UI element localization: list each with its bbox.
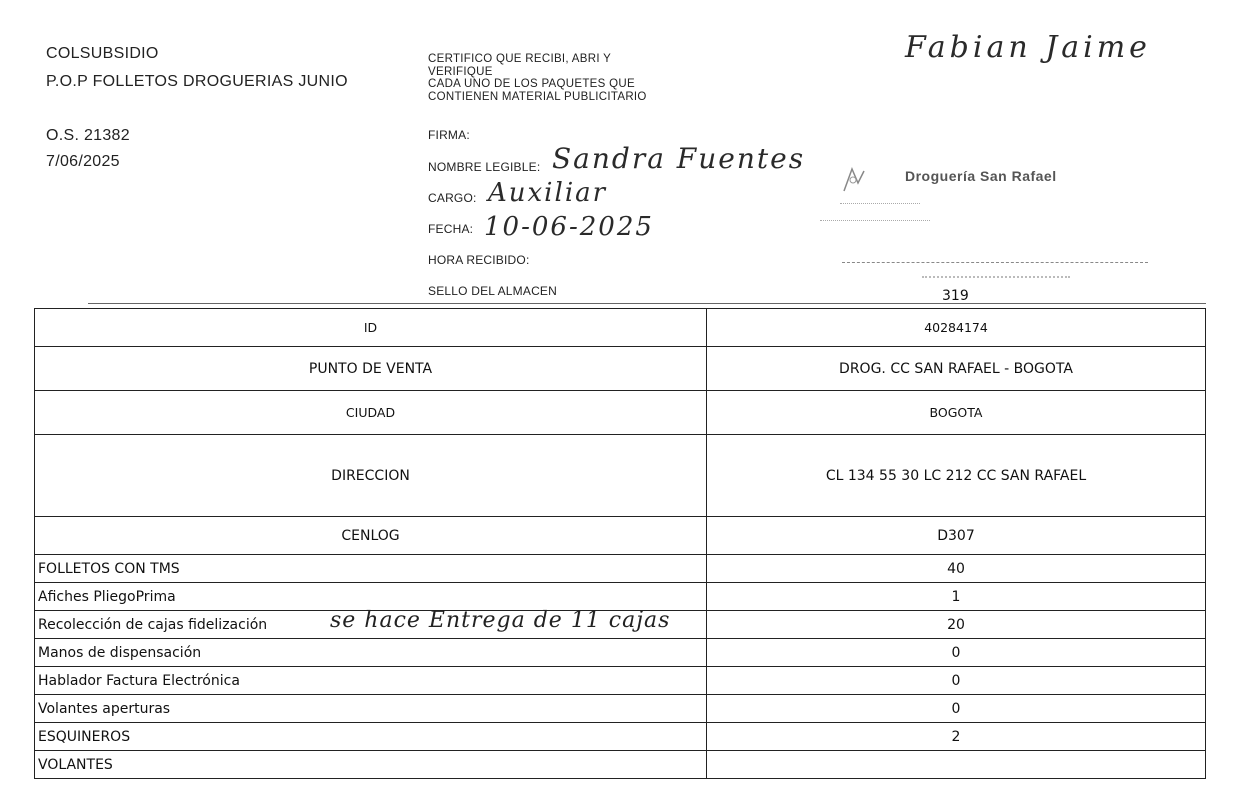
table-row — [35, 309, 1206, 347]
certificate-line: CERTIFICO QUE RECIBI, ABRI Y — [428, 53, 612, 65]
nombre-label: NOMBRE LEGIBLE: — [428, 160, 541, 174]
item-label: Recolección de cajas fidelización — [35, 611, 707, 639]
row-label: PUNTO DE VENTA — [35, 347, 707, 391]
table-row — [35, 667, 1206, 695]
item-label: FOLLETOS CON TMS — [35, 555, 707, 583]
item-value: 0 — [707, 667, 1206, 695]
table-row — [35, 347, 1206, 391]
row-label: DIRECCION — [35, 435, 707, 517]
cargo-handwritten-value: Auxiliar — [488, 178, 608, 208]
stamp-faint-line — [922, 276, 1070, 288]
table-row — [35, 583, 1206, 611]
firma-label: FIRMA: — [428, 128, 470, 142]
table-row — [35, 751, 1206, 779]
stamp-store-name: Droguería San Rafael — [905, 168, 1057, 184]
stamp-number: 319 — [942, 288, 969, 304]
item-value — [707, 751, 1206, 779]
row-label: CENLOG — [35, 517, 707, 555]
item-value: 0 — [707, 639, 1206, 667]
row-value: DROG. CC SAN RAFAEL - BOGOTA — [707, 347, 1206, 391]
certificate-line: CONTIENEN MATERIAL PUBLICITARIO — [428, 90, 647, 103]
certificate-text — [428, 53, 647, 103]
item-label: ESQUINEROS — [35, 723, 707, 751]
sello-label: SELLO DEL ALMACEN — [428, 284, 558, 298]
stamp-divider — [842, 262, 1148, 263]
certificate-line: VERIFIQUE — [428, 65, 493, 78]
certificate-line: CADA UNO DE LOS PAQUETES QUE — [428, 78, 635, 90]
table-row — [35, 695, 1206, 723]
order-date: 7/06/2025 — [46, 153, 120, 170]
table-top-rule — [88, 303, 1206, 304]
item-label: Afiches PliegoPrima — [35, 583, 707, 611]
item-label: Hablador Factura Electrónica — [35, 667, 707, 695]
table-row — [35, 639, 1206, 667]
signature: Fabian Jaime — [905, 30, 1151, 65]
fecha-label: FECHA: — [428, 222, 474, 236]
table-row — [35, 517, 1206, 555]
fecha-handwritten-value: 10-06-2025 — [484, 212, 654, 242]
table-row — [35, 391, 1206, 435]
pop-title: P.O.P FOLLETOS DROGUERIAS JUNIO — [46, 73, 348, 90]
item-value: 0 — [707, 695, 1206, 723]
row-value: 40284174 — [707, 309, 1206, 347]
item-label: Volantes aperturas — [35, 695, 707, 723]
row-label: CIUDAD — [35, 391, 707, 435]
stamp-faint-line — [840, 203, 920, 214]
table-row — [35, 435, 1206, 517]
item-value: 2 — [707, 723, 1206, 751]
hora-label: HORA RECIBIDO: — [428, 253, 530, 267]
row-value: BOGOTA — [707, 391, 1206, 435]
row-label: ID — [35, 309, 707, 347]
handwritten-note: se hace Entrega de 11 cajas — [330, 608, 671, 633]
item-label: VOLANTES — [35, 751, 707, 779]
order-number: O.S. 21382 — [46, 127, 130, 144]
stamp-logo-icon — [838, 165, 868, 195]
item-value: 20 — [707, 611, 1206, 639]
item-label: Manos de dispensación — [35, 639, 707, 667]
item-value: 40 — [707, 555, 1206, 583]
row-value: D307 — [707, 517, 1206, 555]
row-value: CL 134 55 30 LC 212 CC SAN RAFAEL — [707, 435, 1206, 517]
stamp-faint-line — [820, 220, 930, 231]
table-row — [35, 555, 1206, 583]
cargo-label: CARGO: — [428, 191, 477, 205]
nombre-handwritten-value: Sandra Fuentes — [552, 142, 806, 175]
delivery-table — [34, 308, 1206, 779]
company-name: COLSUBSIDIO — [46, 45, 159, 62]
table-row — [35, 723, 1206, 751]
item-value: 1 — [707, 583, 1206, 611]
